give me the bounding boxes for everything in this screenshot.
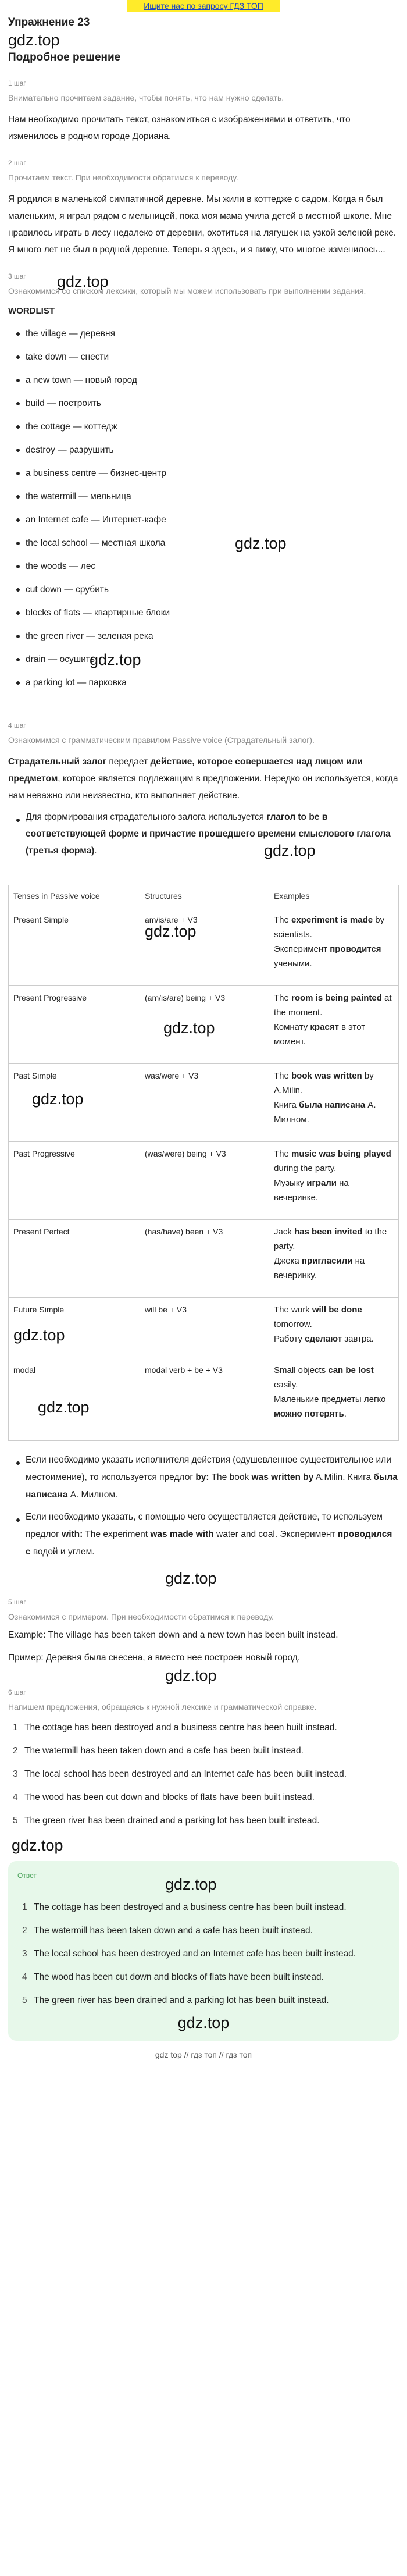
wordlist-item: the green river — зеленая река: [8, 625, 399, 648]
structure-cell: (was/were) being + V3: [140, 1141, 269, 1219]
example-cell: [269, 1297, 399, 1358]
step-2-description: Прочитаем текст. При необходимости обратимся к переводу.: [8, 173, 238, 182]
bold-text: room is being painted: [291, 992, 382, 1003]
answer-item: [17, 1945, 390, 1963]
watermark: gdz.top: [12, 1836, 63, 1854]
text-span: Работу: [274, 1333, 305, 1344]
footer-separator: //: [184, 2050, 189, 2059]
bold-text: красят: [310, 1022, 339, 1032]
step-3-description: Ознакомимся со списком лексики, который мы можем использовать при выполнении задания.: [8, 286, 366, 296]
wordlist-item: an Internet cafe — Интернет-кафе: [8, 508, 399, 532]
watermark: gdz.top: [57, 273, 109, 290]
bold-text: можно потерять: [274, 1408, 344, 1419]
text-span: Музыку: [274, 1177, 307, 1188]
sentence-item: [8, 1812, 399, 1830]
example-en: [274, 1069, 394, 1098]
sentence-text: The local school has been destroyed and an Internet cafe has been built instead.: [24, 1769, 347, 1779]
text-span: Jack: [274, 1226, 295, 1237]
example-cell: [269, 985, 399, 1063]
item-number: 4: [22, 1972, 27, 1982]
answer-list: [17, 1899, 390, 2009]
watermark: gdz.top: [165, 1875, 217, 1893]
bold-text: проводился с: [26, 1529, 392, 1557]
bold-text: была написана: [299, 1100, 366, 1110]
answer-text: The wood has been cut down and blocks of flats have been built instead.: [34, 1972, 324, 1982]
tense-text: Future Simple: [13, 1304, 65, 1314]
bold-text: by:: [195, 1472, 209, 1482]
text-span: by A.Milin.: [274, 1070, 374, 1095]
footer-separator: //: [219, 2050, 224, 2059]
wordlist-item: take down — снести: [8, 346, 399, 369]
text-span: водой и углем.: [30, 1546, 95, 1557]
text-span: Книга: [274, 1100, 299, 1110]
passive-formation-list: [8, 809, 399, 859]
text-span: , которое является подлежащим в предложении. Нередко он используется, когда нам неважно или неизвестно, кто выполняет действие.: [8, 774, 398, 801]
text-span: at the moment.: [274, 992, 392, 1017]
passive-tenses-table: [8, 885, 399, 1441]
text-span: .: [344, 1408, 347, 1419]
text-span: Если необходимо указать исполнителя действия (одушевленное существительное или местоимение), то используется предлог: [26, 1454, 391, 1482]
structure-text: (am/is/are) being + V3: [145, 992, 226, 1002]
table-header-row: [9, 885, 399, 908]
item-number: 1: [22, 1902, 27, 1912]
table-row: [9, 1297, 399, 1358]
table-header-cell: Structures: [140, 885, 269, 908]
bold-text: music was being played: [291, 1148, 391, 1159]
text-span: easily.: [274, 1379, 298, 1390]
footer-links: [8, 2049, 399, 2062]
bold-text: has been invited: [294, 1226, 363, 1237]
item-number: 1: [13, 1722, 18, 1732]
example-en: [274, 1225, 394, 1254]
text-span: A. Милном.: [67, 1489, 118, 1500]
text-span: на вечеринке.: [274, 1177, 349, 1202]
example-russian: Пример: Деревня была снесена, а вместо нее построен новый город.: [8, 1652, 301, 1663]
text-span: The: [274, 992, 292, 1003]
text-span: The: [274, 1148, 292, 1159]
bold-text: will be done: [312, 1304, 362, 1315]
passive-formation-item: [8, 809, 399, 859]
tense-cell: Past Progressive: [9, 1141, 140, 1219]
search-banner-link[interactable]: Ищите нас по запросу ГДЗ ТОП: [127, 0, 280, 12]
text-span: Если необходимо указать, с помощью чего осуществляется действие, то используем предлог: [26, 1511, 383, 1539]
watermark: gdz.top: [13, 1326, 65, 1344]
structure-cell: [140, 985, 269, 1063]
example-ru: [274, 942, 394, 971]
answer-box: [8, 1861, 399, 2041]
sentences-list: [8, 1719, 399, 1830]
sentence-text: The wood has been cut down and blocks of flats have been built instead.: [24, 1792, 315, 1802]
text-span: .: [94, 846, 97, 856]
watermark: gdz.top: [264, 842, 316, 860]
watermark: gdz.top: [235, 535, 287, 553]
example-ru: [274, 1392, 394, 1421]
sentence-item: [8, 1789, 399, 1806]
text-span: Маленькие предметы легко: [274, 1394, 386, 1404]
example-cell: [269, 1063, 399, 1141]
example-en: [274, 1363, 394, 1392]
step-5-description: Ознакомимся с примером. При необходимости обратимся к переводу.: [8, 1611, 274, 1621]
wordlist-heading: WORDLIST: [8, 306, 55, 316]
step-5-label: 5 шаг: [8, 1597, 26, 1606]
bold-text: пригласили: [301, 1255, 353, 1266]
table-row: [9, 908, 399, 985]
wordlist-item: a business centre — бизнес-центр: [8, 462, 399, 485]
bold-text: глагол to be в соответствующей форме и причастие прошедшего времени смыслового глагола (третья форма): [26, 812, 391, 856]
watermark: gdz.top: [177, 2013, 230, 2031]
solution-subtitle: Подробное решение: [8, 51, 121, 63]
step-2-text: Я родился в маленькой симпатичной деревне. Мы жили в коттедже с садом. Когда я был маленьким, я играл рядом с мельницей, пока моя мама учила детей в местной школе. Мне нравилось играть в лесу недалеко от деревни, охотиться на лягушек на узкой зеленой реке. Я много лет не был в родной деревне. Теперь я здесь, и я вижу, что многое изменилось...: [8, 194, 397, 255]
example-ru: [274, 1098, 394, 1127]
wordlist-item: blocks of flats — квартирные блоки: [8, 602, 399, 625]
answer-text: The local school has been destroyed and an Internet cafe has been built instead.: [34, 1948, 356, 1959]
wordlist-item: the village — деревня: [8, 322, 399, 346]
sentence-item: [8, 1719, 399, 1737]
text-span: Small objects: [274, 1365, 329, 1375]
bold-text: играли: [306, 1177, 337, 1188]
tense-text: Past Simple: [13, 1070, 57, 1080]
text-span: The work: [274, 1304, 312, 1315]
structure-cell: [140, 908, 269, 985]
example-ru: [274, 1254, 394, 1283]
text-span: water and coal. Эксперимент: [213, 1529, 338, 1539]
step-6-description: Напишем предложения, обращаясь к нужной лексике и грамматической справке.: [8, 1702, 317, 1712]
example-cell: [269, 1141, 399, 1219]
bold-text: сделают: [305, 1333, 342, 1344]
table-row: [9, 1358, 399, 1440]
watermark: gdz.top: [32, 1090, 84, 1108]
answer-text: The watermill has been taken down and a cafe has been built instead.: [34, 1925, 313, 1935]
wordlist-item: a parking lot — парковка: [8, 671, 399, 695]
example-cell: [269, 1358, 399, 1440]
answer-text: The cottage has been destroyed and a business centre has been built instead.: [34, 1902, 347, 1912]
answer-item: [17, 1992, 390, 2009]
structure-cell: will be + V3: [140, 1297, 269, 1358]
example-ru: [274, 1332, 394, 1346]
item-number: 3: [13, 1769, 18, 1779]
tense-text: modal: [13, 1365, 36, 1375]
wordlist-item: the woods — лес: [8, 555, 399, 578]
passive-notes: [8, 1451, 399, 1561]
wordlist-item: a new town — новый город: [8, 369, 399, 392]
table-row: [9, 1219, 399, 1297]
item-number: 5: [22, 1995, 27, 2005]
wordlist-item: build — построить: [8, 392, 399, 415]
watermark: gdz.top: [38, 1398, 90, 1416]
step-1-description: Внимательно прочитаем задание, чтобы понять, что нам нужно сделать.: [8, 93, 284, 102]
tense-cell: Present Perfect: [9, 1219, 140, 1297]
text-span: The: [274, 915, 292, 925]
bold-text: can be lost: [328, 1365, 374, 1375]
text-span: завтра.: [342, 1333, 374, 1344]
example-ru: [274, 1020, 394, 1049]
step-2-label: 2 шаг: [8, 159, 26, 167]
sentence-text: The green river has been drained and a parking lot has been built instead.: [24, 1815, 320, 1826]
answer-item: [17, 1899, 390, 1916]
wordlist-item: the watermill — мельница: [8, 485, 399, 508]
text-span: The book: [209, 1472, 252, 1482]
answer-label: Ответ: [17, 1871, 37, 1880]
item-number: 2: [22, 1925, 27, 1935]
table-row: [9, 985, 399, 1063]
step-1-label: 1 шаг: [8, 79, 26, 87]
footer-link[interactable]: гдз топ: [226, 2050, 252, 2059]
bold-text: проводится: [330, 944, 381, 954]
example-en: [274, 991, 394, 1020]
text-span: на вечеринку.: [274, 1255, 365, 1280]
text-span: A. Милном.: [274, 1100, 376, 1125]
watermark: gdz.top: [90, 651, 141, 669]
text-span: в этот момент.: [274, 1022, 366, 1047]
bold-text: was written by: [251, 1472, 314, 1482]
bold-text: experiment is made: [291, 915, 373, 925]
structure-cell: (has/have) been + V3: [140, 1219, 269, 1297]
text-span: Джека: [274, 1255, 302, 1266]
example-en: [274, 1147, 394, 1176]
wordlist: [8, 322, 399, 695]
wordlist-item: the local school — местная школа: [8, 532, 399, 555]
watermark: gdz.top: [165, 1569, 217, 1587]
tense-cell: [9, 1063, 140, 1141]
text-span: Для формирования страдательного залога используется: [26, 812, 267, 823]
answer-item: [17, 1922, 390, 1940]
tense-cell: Present Progressive: [9, 985, 140, 1063]
wordlist-item: cut down — срубить: [8, 578, 399, 602]
sentence-text: The watermill has been taken down and a cafe has been built instead.: [24, 1745, 304, 1756]
tense-cell: [9, 1358, 140, 1440]
watermark: gdz.top: [145, 922, 197, 940]
footer-link[interactable]: gdz top: [155, 2050, 182, 2059]
text-span: учеными.: [274, 958, 312, 969]
table-header-cell: Tenses in Passive voice: [9, 885, 140, 908]
table-row: [9, 1063, 399, 1141]
tense-cell: Present Simple: [9, 908, 140, 985]
note-item: [8, 1451, 399, 1504]
text-span: to the party.: [274, 1226, 387, 1251]
watermark: gdz.top: [163, 1019, 215, 1037]
page-title: Упражнение 23: [8, 16, 90, 29]
example-english: Example: The village has been taken down and a new town has been built instead.: [8, 1629, 338, 1640]
item-number: 3: [22, 1948, 27, 1959]
answer-text: The green river has been drained and a parking lot has been built instead.: [34, 1995, 329, 2005]
watermark: gdz.top: [8, 31, 60, 49]
bold-text: was made with: [150, 1529, 214, 1539]
item-number: 2: [13, 1745, 18, 1756]
text-span: Эксперимент: [274, 944, 330, 954]
bold-text: была написана: [26, 1472, 398, 1500]
text-span: during the party.: [274, 1163, 337, 1173]
text-span: by scientists.: [274, 915, 385, 940]
structure-cell: was/were + V3: [140, 1063, 269, 1141]
bold-text: book was written: [291, 1070, 362, 1081]
footer-link[interactable]: гдз топ: [191, 2050, 217, 2059]
text-span: Комнату: [274, 1022, 310, 1032]
tense-cell: [9, 1297, 140, 1358]
structure-cell: modal verb + be + V3: [140, 1358, 269, 1440]
step-1-text: Нам необходимо прочитать текст, ознакомиться с изображениями и ответить, что изменилось в родном городе Дориана.: [8, 115, 351, 141]
watermark: gdz.top: [165, 1666, 217, 1684]
sentence-item: [8, 1766, 399, 1783]
structure-text: am/is/are + V3: [145, 915, 198, 924]
example-ru: [274, 1176, 394, 1205]
step-6-label: 6 шаг: [8, 1688, 26, 1696]
step-3-label: 3 шаг: [8, 272, 26, 280]
text-span: A.Milin. Книга: [313, 1472, 374, 1482]
note-item: [8, 1508, 399, 1561]
wordlist-item: destroy — разрушить: [8, 439, 399, 462]
sentence-item: [8, 1742, 399, 1760]
text-span: tomorrow.: [274, 1319, 312, 1329]
bold-text: Страдательный залог: [8, 757, 107, 767]
example-cell: [269, 908, 399, 985]
text-span: The experiment: [83, 1529, 151, 1539]
text-span: передает: [106, 757, 151, 767]
text-span: The: [274, 1070, 292, 1081]
bold-text: with:: [62, 1529, 83, 1539]
item-number: 5: [13, 1815, 18, 1826]
wordlist-item: the cottage — коттедж: [8, 415, 399, 439]
step-4-label: 4 шаг: [8, 721, 26, 730]
step-4-description: Ознакомимся с грамматическим правилом Passive voice (Страдательный залог).: [8, 735, 315, 745]
item-number: 4: [13, 1792, 18, 1802]
table-header-cell: Examples: [269, 885, 399, 908]
example-cell: [269, 1219, 399, 1297]
passive-definition: [8, 753, 399, 804]
sentence-text: The cottage has been destroyed and a business centre has been built instead.: [24, 1722, 337, 1732]
table-row: [9, 1141, 399, 1219]
wordlist-item: drain — осушить: [8, 648, 399, 671]
answer-item: [17, 1969, 390, 1986]
bold-text: действие, которое совершается над лицом или предметом: [8, 757, 363, 784]
example-en: [274, 913, 394, 942]
example-en: [274, 1303, 394, 1332]
